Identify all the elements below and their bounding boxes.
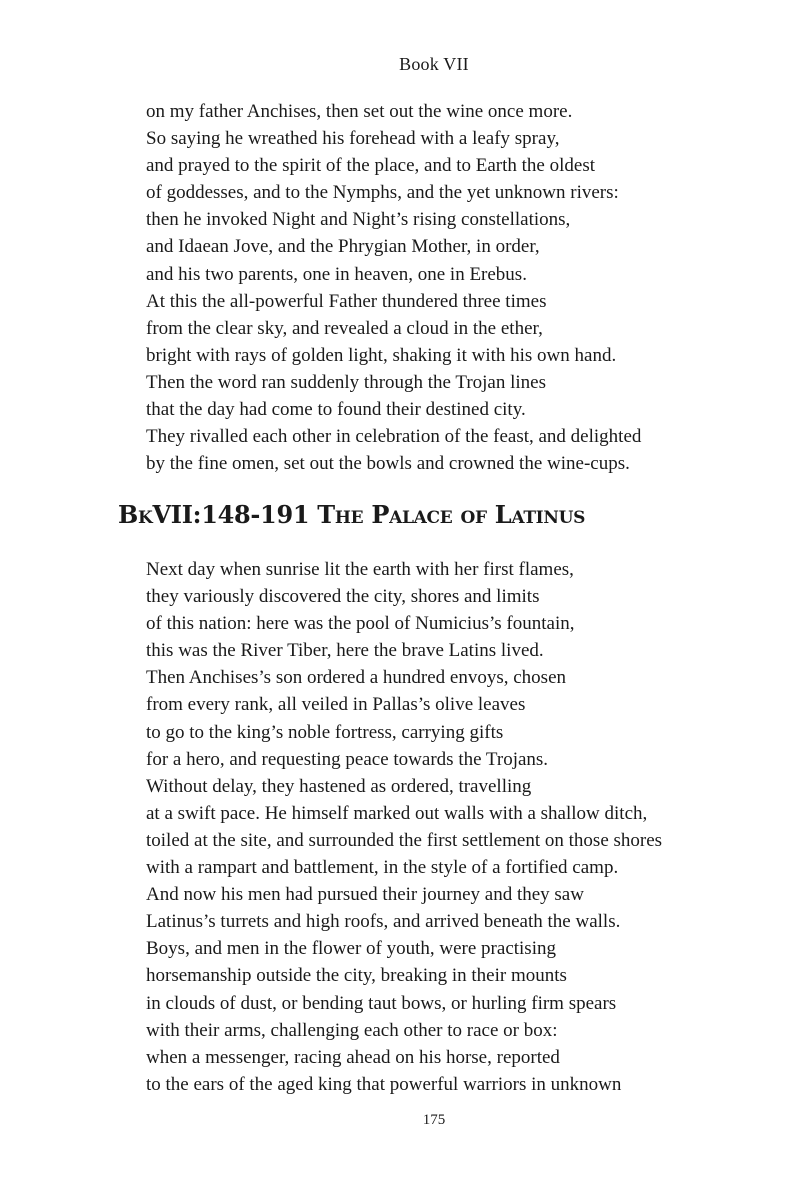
verse-line: when a messenger, racing ahead on his horse, reported <box>146 1046 560 1068</box>
verse-line: on my father Anchises, then set out the wine once more. <box>146 101 573 122</box>
verse-line: for a hero, and requesting peace towards the Trojans. <box>146 748 549 770</box>
verse-line: of goddesses, and to the Nymphs, and the yet unknown rivers: <box>146 182 619 204</box>
verse-line: Boys, and men in the flower of youth, were practising <box>146 938 556 960</box>
verse-line: Then the word ran suddenly through the Trojan lines <box>146 371 547 393</box>
verse-line: Next day when sunrise lit the earth with her first flames, <box>146 559 574 580</box>
running-head: Book VII <box>399 54 469 74</box>
verse-line: and Idaean Jove, and the Phrygian Mother, in order, <box>146 236 540 258</box>
verse-line: they variously discovered the city, shores and limits <box>146 586 540 608</box>
verse-line: of this nation: here was the pool of Numicius’s fountain, <box>146 613 575 635</box>
verse-block-section <box>146 556 662 1098</box>
verse-line: by the fine omen, set out the bowls and crowned the wine-cups. <box>146 453 630 475</box>
verse-line: this was the River Tiber, here the brave Latins lived. <box>146 640 544 662</box>
verse-line: and his two parents, one in heaven, one in Erebus. <box>146 263 527 285</box>
verse-line: from every rank, all veiled in Pallas’s olive leaves <box>146 694 526 716</box>
section-heading: BkVII:148-191 The Palace of Latinus <box>118 500 586 529</box>
verse-line: at a swift pace. He himself marked out walls with a shallow ditch, <box>146 802 648 824</box>
verse-line: to the ears of the aged king that powerful warriors in unknown <box>146 1073 622 1095</box>
verse-line: bright with rays of golden light, shaking it with his own hand. <box>146 344 617 366</box>
verse-line: Without delay, they hastened as ordered, travelling <box>146 775 532 797</box>
verse-line: Latinus’s turrets and high roofs, and arrived beneath the walls. <box>146 911 621 933</box>
verse-line: and prayed to the spirit of the place, and to Earth the oldest <box>146 155 595 177</box>
verse-line: with a rampart and battlement, in the style of a fortified camp. <box>146 857 619 879</box>
verse-line: So saying he wreathed his forehead with a leafy spray, <box>146 128 560 150</box>
verse-line: And now his men had pursued their journey and they saw <box>146 884 584 906</box>
verse-line: Then Anchises’s son ordered a hundred envoys, chosen <box>146 667 567 689</box>
verse-line: At this the all-powerful Father thundered three times <box>146 290 547 312</box>
verse-line: then he invoked Night and Night’s rising constellations, <box>146 209 571 231</box>
verse-line: with their arms, challenging each other to race or box: <box>146 1019 558 1041</box>
verse-block-top <box>146 98 641 477</box>
verse-line: toiled at the site, and surrounded the first settlement on those shores <box>146 829 663 851</box>
verse-line: horsemanship outside the city, breaking in their mounts <box>146 965 567 987</box>
verse-line: to go to the king’s noble fortress, carrying gifts <box>146 721 504 743</box>
page-number: 175 <box>422 1112 446 1128</box>
verse-line: in clouds of dust, or bending taut bows, or hurling firm spears <box>146 992 617 1014</box>
verse-line: from the clear sky, and revealed a cloud in the ether, <box>146 317 543 339</box>
verse-line: They rivalled each other in celebration of the feast, and delighted <box>146 426 642 448</box>
verse-line: that the day had come to found their destined city. <box>146 399 526 421</box>
